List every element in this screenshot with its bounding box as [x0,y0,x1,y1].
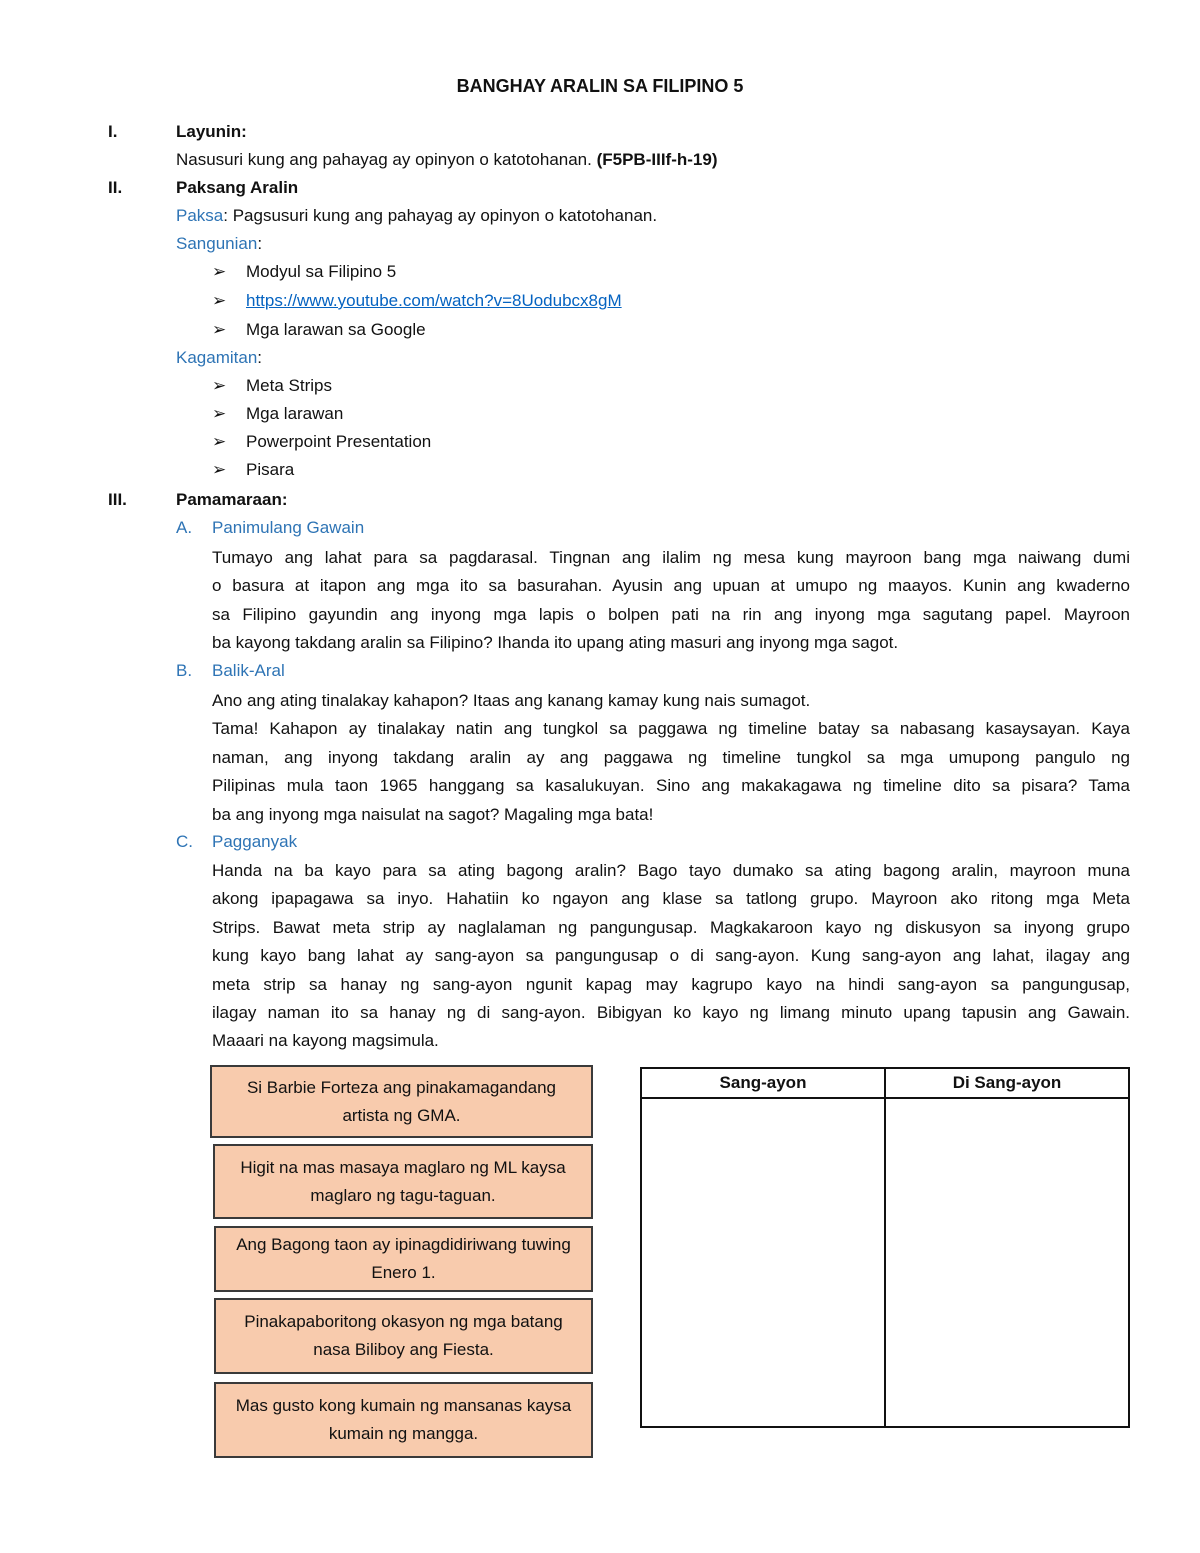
di-sang-ayon-drop-zone[interactable] [885,1098,1129,1427]
sangunian-label: Sangunian [176,234,258,253]
arrow-bullet-icon: ➢ [212,376,227,395]
meta-strip[interactable]: Higit na mas masaya maglaro ng ML kaysa maglaro ng tagu-taguan. [213,1144,593,1219]
column-header-di-sang-ayon: Di Sang-ayon [885,1068,1129,1098]
meta-strip[interactable]: Ang Bagong taon ay ipinagdidiriwang tuwing Enero 1. [214,1226,593,1292]
kagamitan-item: Pisara [246,460,295,479]
section-numeral-1: I. [108,122,118,141]
paragraph-line: ba ang inyong mga naisulat na sagot? Magaling mga bata! [212,804,654,824]
sangunian-colon: : [257,234,263,253]
paragraph-line: Pilipinas mula taon 1965 hanggang sa kasalukuyan. Sino ang makakagawa ng timeline dito sa pisara? Tama [212,776,1130,796]
paragraph-line: ba kayong takdang aralin sa Filipino? Ihanda ito upang ating masuri ang inyong mga sagot. [212,633,899,653]
sangunian-item: Mga larawan sa Google [246,320,426,339]
paragraph-line: Handa na ba kayo para sa ating bagong aralin? Bago tayo dumako sa ating bagong aralin, mayroon muna [212,861,1130,880]
paragraph-line: kung kayo bang lahat ay sang-ayon sa pangungusap o di sang-ayon. Kung sang-ayon ang lahat, ilagay ang [212,946,1130,966]
layunin-code: (F5PB-IIIf-h-19) [596,150,718,169]
kagamitan-line [176,348,262,368]
part-letter-c: C. [176,832,193,851]
part-title-panimulang-gawain: Panimulang Gawain [212,518,365,537]
part-letter-a: A. [176,518,193,537]
arrow-bullet-icon: ➢ [212,320,227,339]
paragraph-line: Maaari na kayong magsimula. [212,1031,439,1051]
arrow-bullet-icon: ➢ [212,404,227,423]
paragraph-line: sa Filipino gayundin ang inyong mga lapis o bolpen pati na rin ang inyong mga sagutang papel. Mayroon [212,604,1130,624]
section-heading-layunin: Layunin: [176,122,247,141]
paragraph-line: Strips. Bawat meta strip ay naglalaman ng pangungusap. Magkakaroon kayo ng diskusyon sa inyong grupo [212,917,1130,937]
section-numeral-3: III. [108,490,127,509]
sorting-table [640,1067,1130,1428]
kagamitan-item: Meta Strips [246,376,332,395]
panimulang-gawain-paragraph [212,544,1130,658]
sang-ayon-drop-zone[interactable] [641,1098,885,1427]
paksa-label: Paksa [176,206,224,225]
kagamitan-colon: : [257,348,263,367]
kagamitan-item: Mga larawan [246,404,344,423]
layunin-objective: Nasusuri kung ang pahayag ay opinyon o katotohanan. [176,150,597,169]
paragraph-line: naman, ang inyong takdang aralin ay ang paggawa ng timeline tungkol sa mga umupong pangulo ng [212,747,1130,767]
paksa-line [176,206,657,226]
arrow-bullet-icon: ➢ [212,460,227,479]
sangunian-line [176,234,262,254]
sangunian-item: Modyul sa Filipino 5 [246,262,397,281]
meta-strip[interactable]: Pinakapaboritong okasyon ng mga batang nasa Biliboy ang Fiesta. [214,1298,593,1374]
arrow-bullet-icon: ➢ [212,291,227,310]
youtube-link[interactable]: https://www.youtube.com/watch?v=8Uodubcx8gM [246,291,622,310]
section-heading-pamamaraan: Pamamaraan: [176,490,288,509]
layunin-text [176,150,717,170]
pagganyak-paragraph [212,857,1130,1056]
meta-strip[interactable]: Si Barbie Forteza ang pinakamagandang artista ng GMA. [210,1065,593,1138]
paragraph-line: Tumayo ang lahat para sa pagdarasal. Tingnan ang ilalim ng mesa kung mayroon bang mga naiwang dumi [212,548,1130,567]
paragraph-line: meta strip sa hanay ng sang-ayon ngunit kapag may kagrupo kayo na hindi sang-ayon sa pangungusap, [212,974,1130,994]
arrow-bullet-icon: ➢ [212,432,227,451]
meta-strip[interactable]: Mas gusto kong kumain ng mansanas kaysa kumain ng mangga. [214,1382,593,1458]
part-title-pagganyak: Pagganyak [212,832,298,851]
paragraph-line: ilagay naman ito sa hanay ng di sang-ayon. Bibigyan ko kayo ng limang minuto upang tapusin ang Gawain. [212,1002,1130,1022]
section-numeral-2: II. [108,178,123,197]
column-header-sang-ayon: Sang-ayon [641,1068,885,1098]
paragraph-line: akong ipapagawa sa inyo. Hahatiin ko ngayon ang klase sa tatlong grupo. Mayroon ako ritong mga Meta [212,889,1130,909]
kagamitan-label: Kagamitan [176,348,258,367]
balik-aral-paragraph [212,687,1130,829]
kagamitan-item: Powerpoint Presentation [246,432,432,451]
page-title: BANGHAY ARALIN SA FILIPINO 5 [456,76,744,96]
part-letter-b: B. [176,661,193,680]
paksa-text: : Pagsusuri kung ang pahayag ay opinyon o katotohanan. [223,206,658,225]
paragraph-line: Ano ang ating tinalakay kahapon? Itaas ang kanang kamay kung nais sumagot. [212,691,811,710]
paragraph-line: o basura at itapon ang mga ito sa basurahan. Ayusin ang upuan at umupo ng maayos. Kunin ang kwaderno [212,576,1130,596]
arrow-bullet-icon: ➢ [212,262,227,281]
paragraph-line: Tama! Kahapon ay tinalakay natin ang tungkol sa paggawa ng timeline batay sa nabasang kasaysayan. Kaya [212,719,1130,739]
part-title-balik-aral: Balik-Aral [212,661,285,680]
section-heading-paksang-aralin: Paksang Aralin [176,178,299,197]
